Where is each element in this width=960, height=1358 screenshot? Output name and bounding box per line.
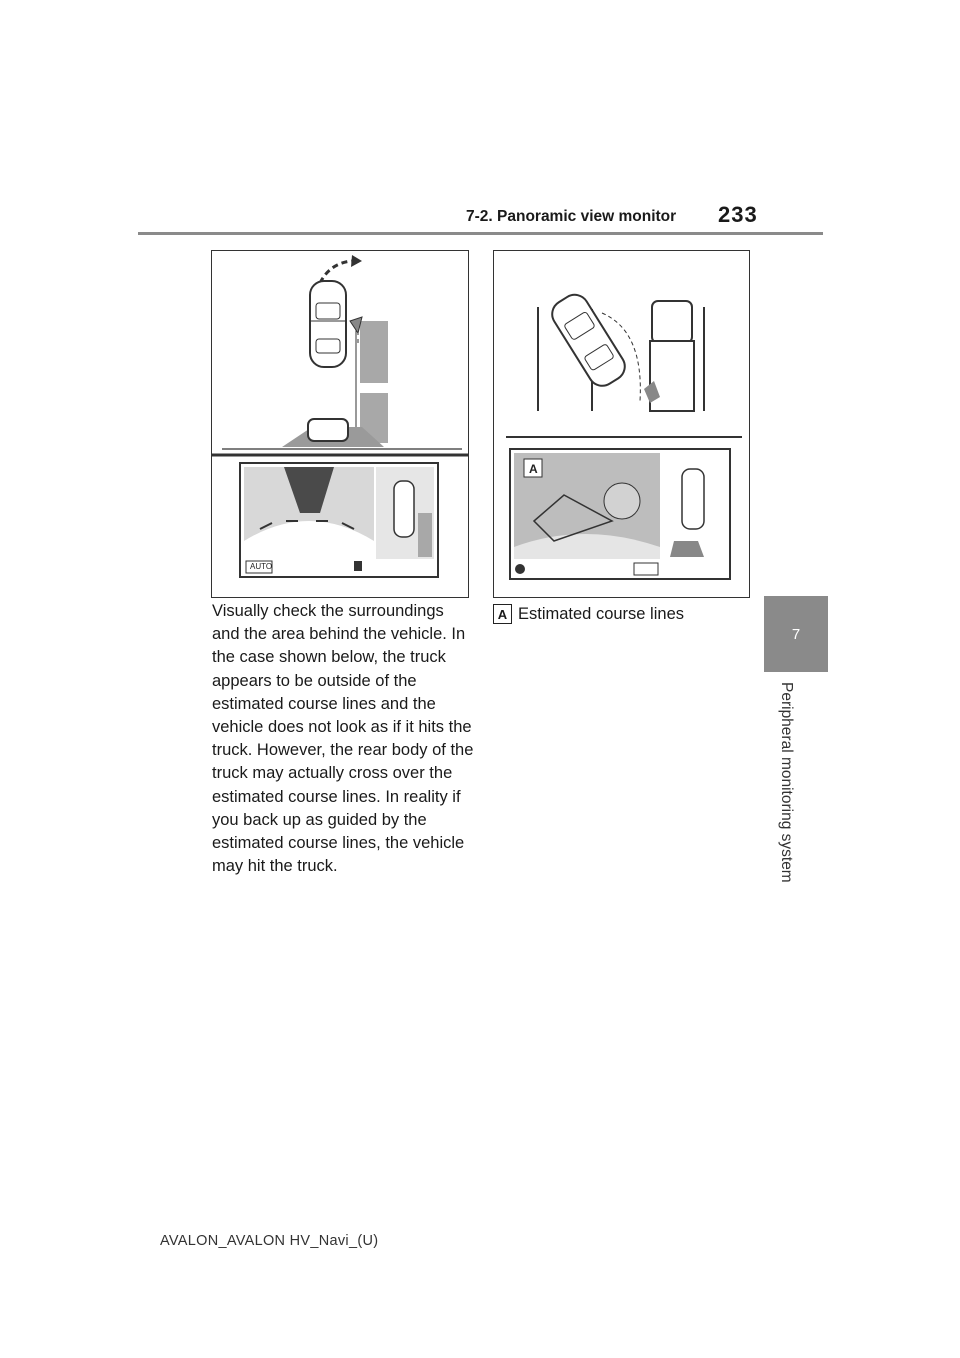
chapter-title: Peripheral monitoring system	[778, 682, 795, 883]
auto-badge: AUTO	[250, 562, 273, 571]
page-number: 233	[718, 202, 758, 227]
header-divider	[138, 232, 823, 235]
course-line-callout: A	[529, 462, 538, 476]
body-paragraph: Visually check the surroundings and the area behind the vehicle. In the case shown below, the truck appears to be outside of the estimated course lines and the vehicle does not look as if it hits the truck. However, the rear body of the truck may actually cross over the estimated course lines. In reality if you back up as guided by the estimated course lines, the vehicle may hit the truck.	[212, 602, 474, 876]
footer-model: AVALON_AVALON HV_Navi_(U)	[160, 1233, 379, 1249]
figure-caption	[493, 604, 684, 624]
figure-right-illustration	[494, 251, 749, 597]
chapter-number: 7	[791, 625, 801, 643]
caption-label: A	[493, 604, 512, 624]
figure-left	[211, 250, 469, 598]
figure-right	[493, 250, 750, 598]
section-title: 7-2. Panoramic view monitor	[466, 208, 677, 225]
caption-text: Estimated course lines	[518, 604, 684, 623]
chapter-tab	[764, 596, 828, 672]
figure-left-illustration	[212, 251, 468, 597]
